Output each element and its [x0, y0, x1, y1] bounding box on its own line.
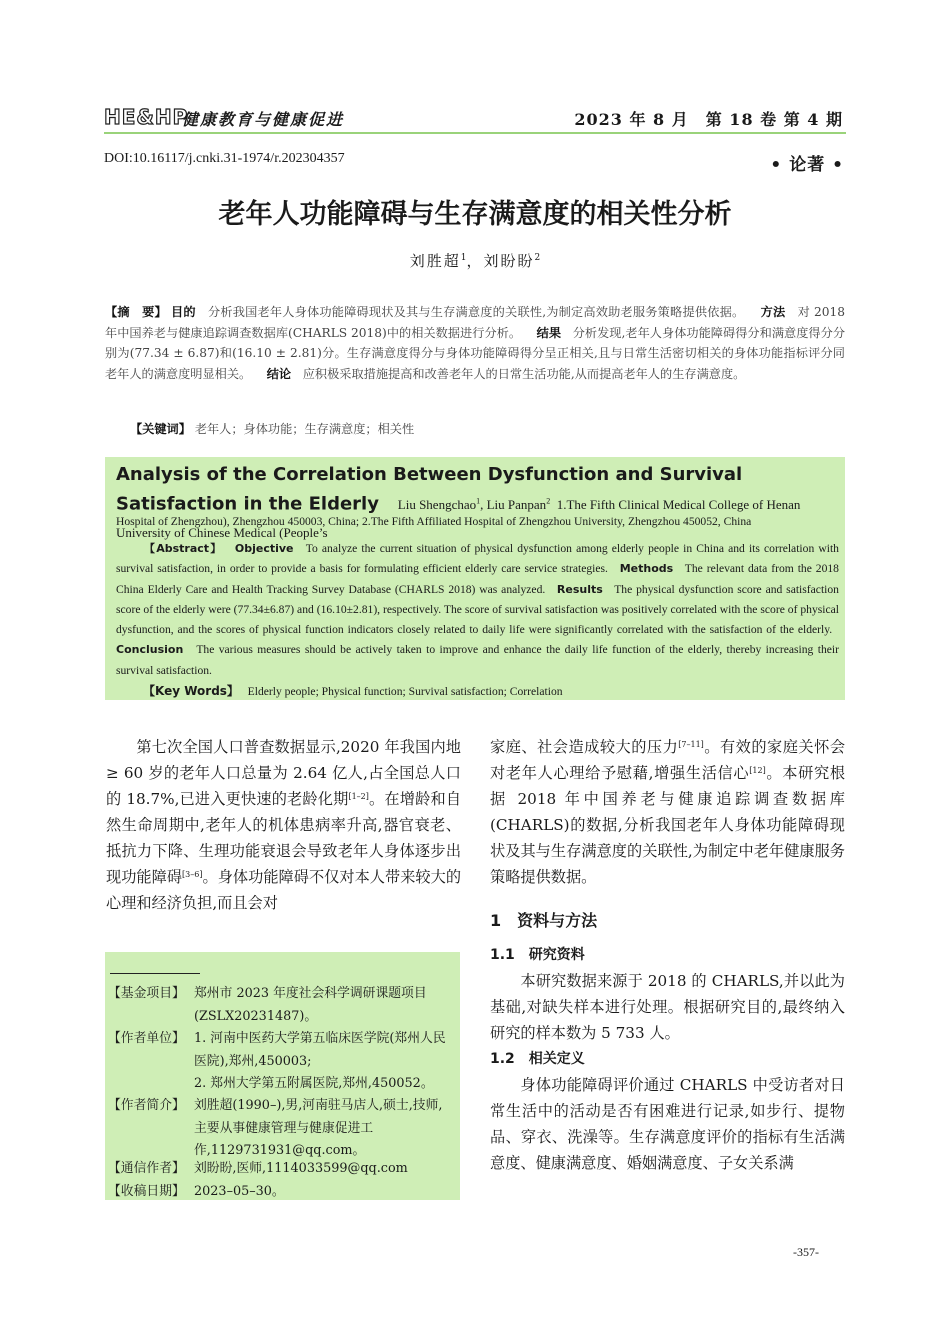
section-heading: 1 资料与方法	[490, 911, 598, 930]
cn-result-label: 结果	[536, 325, 562, 340]
intro-continued: 家庭、社会造成较大的压力[7–11]。有效的家庭关怀会对老年人心理给予慰藉,增强生活信心[12]。本研究根据 2018 年中国养老与健康追踪调查数据库(CHARLS)的数据,分析我国老年人身体功能障碍现状及其与生存满意度的关联性,为制定中老年健康服务策略提供数据。	[490, 738, 846, 886]
citation: [3–6]	[182, 870, 203, 879]
citation: [12]	[749, 766, 766, 775]
cn-method: 对 2018 年中国养老与健康追踪调查数据库(CHARLS 2018)中的相关数据进行分析。	[105, 305, 846, 340]
en-conclusion: The various measures should be actively taken to improve and enhance the daily life function of the elderly, thereby increasing their survival satisfaction.	[116, 643, 839, 677]
cn-keywords-text: 老年人；身体功能；生存满意度；相关性	[194, 422, 415, 436]
en-affiliation-2: Hospital of Zhengzhou), Zhengzhou 450003, China; 2.The Fifth Affiliated Hospital of Zhengzhou University, Zhengzhou 450052, China	[116, 515, 752, 528]
en-results-label: Results	[556, 582, 603, 596]
unit-text-2: 2. 郑州大学第五附属医院,郑州,450052。	[194, 1076, 434, 1091]
cn-keywords	[130, 420, 414, 437]
cn-conclusion: 应积极采取措施提高和改善老年人的日常生活功能,从而提高老年人的生存满意度。	[302, 366, 746, 381]
citation: [1–2]	[348, 792, 369, 801]
intro-paragraph: 第七次全国人口普查数据显示,2020 年我国内地≥ 60 岁的老年人口总量为 2.64 亿人,占全国总人口的 18.7%,已进入更快速的老龄化期[1–2]。在增龄和自然生命周期中,老年人的机体患病率升高,器官衰老、抵抗力下降、生理功能衰退会导致老年人身体逐步出现功能障碍[3–6]。身体功能障碍不仅对本人带来较大的心理和经济负担,而且会对	[106, 738, 462, 912]
cn-objective-label: 目的	[170, 305, 196, 319]
en-methods: The relevant data from the 2018 China Elderly Care and Health Tracking Survey Database (CHARLS 2018) was analyzed.	[116, 562, 839, 596]
en-title: Analysis of the Correlation Between Dysfunction and Survival Satisfaction in the Elderly	[116, 464, 743, 515]
en-keywords-text: Elderly people; Physical function; Survival satisfaction; Correlation	[247, 685, 563, 698]
en-objective-label: Objective	[234, 542, 294, 555]
unit-text-1: 1. 河南中医药大学第五临床医学院(郑州人民医院),郑州,450003;	[194, 1031, 446, 1069]
cn-objective: 分析我国老年人身体功能障碍现状及其与生存满意度的关联性,为制定高效助老服务策略提供依据。	[207, 305, 745, 319]
paragraph-1-2: 身体功能障碍评价通过 CHARLS 中受访者对日常生活中的活动是否有困难进行记录,如步行、提物品、穿衣、洗澡等。生存满意度评价的指标有生活满意度、健康满意度、婚姻满意度、子女关系满	[490, 1076, 845, 1172]
en-objective: To analyze the current situation of physical dysfunction among elderly people in China and its correlation with survival satisfaction, in order to provide a basis for formulating efficient elderly care service strategies.	[116, 542, 839, 576]
article-type: • 论著 •	[770, 155, 844, 175]
paper-title: 老年人功能障碍与生存满意度的相关性分析	[218, 199, 732, 230]
author-1: 刘胜超	[409, 252, 461, 270]
fund-label: 【基金项目】	[108, 986, 185, 1001]
citation: [7–11]	[678, 740, 704, 749]
cn-keywords-label: 【关键词】	[130, 422, 191, 436]
en-keywords-label: 【Key Words】	[143, 684, 239, 698]
journal-logo: HE&HP	[104, 105, 189, 129]
cn-method-label: 方法	[760, 305, 786, 319]
date-text: 2023–05–30。	[194, 1184, 285, 1199]
author-1-affil: 1	[460, 253, 467, 263]
author-2-affil: 2	[534, 253, 541, 263]
author-list	[0, 250, 950, 271]
journal-name: 健康教育与健康促进	[182, 110, 345, 129]
paragraph-1-1: 本研究数据来源于 2018 的 CHARLS,并以此为基础,对缺失样本进行处理。根据研究目的,最终纳入研究的样本数为 5 733 人。	[490, 972, 845, 1042]
subsection-heading: 1.2 相关定义	[490, 1051, 585, 1067]
bio-text: 刘胜超(1990–),男,河南驻马店人,硕士,技师,主要从事健康管理与健康促进工作,1129731931@qq.com。	[194, 1098, 443, 1158]
bio-label: 【作者简介】	[108, 1098, 185, 1113]
date-label: 【收稿日期】	[108, 1184, 185, 1199]
en-methods-label: Methods	[619, 562, 674, 576]
en-affiliation-1: 1.The Fifth Clinical Medical College of Henan University of Chinese Medical (People’s	[116, 497, 801, 541]
body-right-column	[490, 734, 845, 1176]
en-keywords	[143, 682, 563, 699]
cn-result: 分析发现,老年人身体功能障碍得分和满意度得分分别为(77.34 ± 6.87)和(16.10 ± 2.81)分。生存满意度得分与身体功能障碍得分呈正相关,且与日常生活密切相关的身体功能指标评分同老年人的满意度明显相关。	[105, 325, 846, 381]
corr-text: 刘盼盼,医师,1114033599@qq.com	[194, 1161, 408, 1176]
body-left-column	[106, 734, 461, 916]
fund-text: 郑州市 2023 年度社会科学调研课题项目(ZSLX20231487)。	[194, 986, 427, 1024]
en-conclusion-label: Conclusion	[116, 643, 184, 657]
cn-abstract-label: 【摘 要】	[105, 305, 167, 319]
header-divider	[104, 132, 846, 134]
footnote-rule	[110, 973, 200, 974]
en-results: The physical dysfunction score and satisfaction score of the elderly were (77.34±6.87) and (16.10±2.81), respectively. The score of survival satisfaction was positively correlated with the score of physical dysfunction, and the scores of physical function indicators closely related to daily life were significantly correlated with the satisfaction of the elderly.	[116, 582, 839, 637]
unit-label: 【作者单位】	[108, 1031, 185, 1046]
author-2: 刘盼盼	[483, 252, 535, 270]
author-separator: ，	[466, 252, 484, 270]
issue-info: 2023 年 8 月 第 18 卷 第 4 期	[574, 110, 843, 129]
en-title-block	[116, 461, 840, 546]
cn-abstract	[105, 302, 845, 384]
corr-label: 【通信作者】	[108, 1161, 185, 1176]
subsection-heading: 1.1 研究资料	[490, 947, 585, 963]
doi: DOI:10.16117/j.cnki.31-1974/r.202304357	[104, 151, 345, 166]
en-abstract-label: 【Abstract】	[144, 542, 223, 555]
en-authors: Liu Shengchao$^1$, Liu Panpan$^2$ 1.The Fifth Clinical Medical College of Henan University of Chinese Medical (People’s	[116, 497, 801, 541]
en-abstract	[116, 539, 839, 681]
cn-conclusion-label: 结论	[266, 366, 292, 381]
